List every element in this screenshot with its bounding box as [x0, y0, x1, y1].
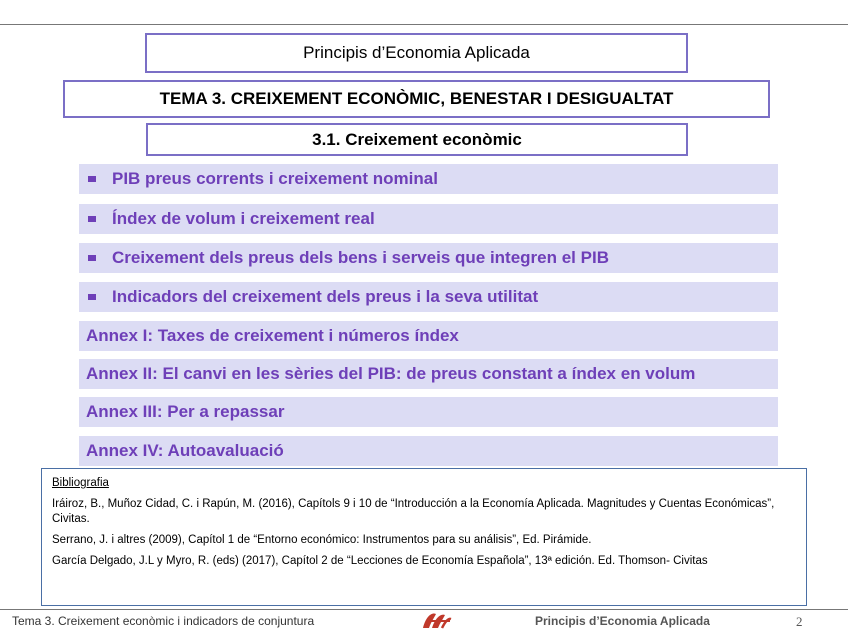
annex-item[interactable] — [79, 397, 778, 427]
annex-item-label: Annex I: Taxes de creixement i números índex — [86, 326, 459, 345]
section-title: 3.1. Creixement econòmic — [312, 129, 522, 149]
university-logo-icon — [420, 608, 454, 632]
course-title: Principis d’Economia Aplicada — [303, 43, 530, 62]
bullet-square-icon — [88, 216, 96, 222]
bibliography-title: Bibliografia — [52, 477, 109, 489]
top-divider — [0, 24, 848, 25]
annex-item-label: Annex IV: Autoavaluació — [86, 441, 284, 460]
annex-item[interactable] — [79, 321, 778, 351]
outline-item[interactable] — [79, 204, 778, 234]
topic-title-box — [63, 80, 770, 118]
outline-item[interactable] — [79, 164, 778, 194]
bibliography-reference: Serrano, J. i altres (2009), Capítol 1 de “Entorno económico: Instrumentos para su análisis”, Ed. Pirámide. — [52, 534, 592, 546]
outline-item[interactable] — [79, 282, 778, 312]
course-title-box — [145, 33, 688, 73]
annex-item[interactable] — [79, 359, 778, 389]
bullet-square-icon — [88, 176, 96, 182]
footer-course: Principis d’Economia Aplicada — [535, 614, 710, 628]
outline-item-label: Indicadors del creixement dels preus i la seva utilitat — [112, 287, 539, 306]
outline-item[interactable] — [79, 243, 778, 273]
annex-item-label: Annex III: Per a repassar — [86, 402, 285, 421]
bibliography-box — [41, 468, 807, 606]
page-number: 2 — [796, 614, 803, 629]
topic-title: TEMA 3. CREIXEMENT ECONÒMIC, BENESTAR I DESIGUALTAT — [159, 89, 674, 108]
outline-item-label: PIB preus corrents i creixement nominal — [112, 169, 438, 188]
annex-item[interactable] — [79, 436, 778, 466]
bullet-square-icon — [88, 255, 96, 261]
bullet-square-icon — [88, 294, 96, 300]
bibliography-reference: García Delgado, J.L y Myro, R. (eds) (2017), Capítol 2 de “Lecciones de Economía Española”, 13ª edición. Ed. Thomson- Civitas — [52, 555, 708, 567]
section-title-box — [146, 123, 688, 156]
outline-item-label: Índex de volum i creixement real — [112, 209, 375, 228]
annex-item-label: Annex II: El canvi en les sèries del PIB: de preus constant a índex en volum — [86, 364, 696, 383]
footer-topic: Tema 3. Creixement econòmic i indicadors de conjuntura — [12, 614, 315, 628]
bibliography-reference: Iráiroz, B., Muñoz Cidad, C. i Rapún, M. (2016), Capítols 9 i 10 de “Introducción a la Economía Aplicada. Magnitudes y Cuentas Económicas”, Civitas. — [52, 498, 775, 525]
outline-item-label: Creixement dels preus dels bens i serveis que integren el PIB — [112, 248, 609, 267]
